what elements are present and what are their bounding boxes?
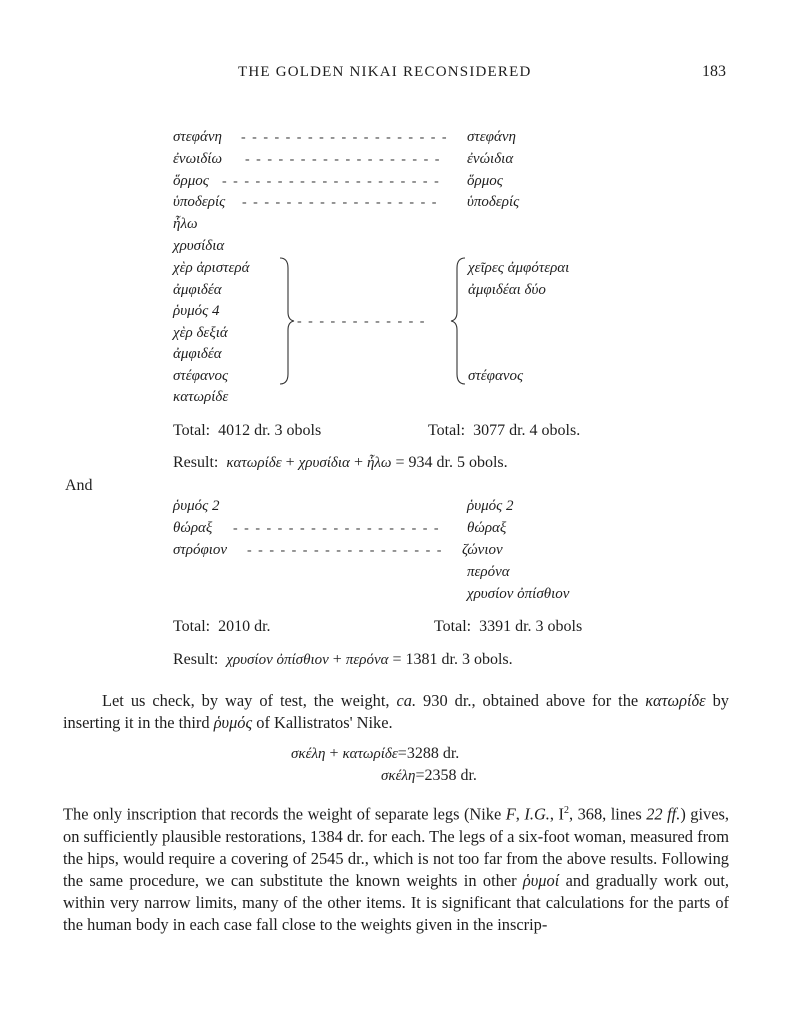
- t1-right-item: ἀμφιδέαι δύο: [468, 282, 546, 298]
- t1-right-item: στέφανος: [468, 368, 524, 384]
- t2-right-item: ζώνιον: [462, 542, 503, 558]
- t1-left-item: ῥυμός 4: [173, 303, 220, 319]
- dash-leader: - - - - - - - - - - - - - - - - - - -: [233, 521, 441, 536]
- t1-left-item: χὲρ δεξιά: [173, 325, 228, 341]
- t1-right-item: ἐνώιδια: [467, 151, 514, 167]
- greek-term: ῥυμοί: [522, 871, 560, 891]
- total-label: Total:: [173, 422, 211, 439]
- total-label: Total:: [428, 422, 466, 439]
- result-label: Result:: [173, 651, 219, 668]
- total-value: 2010 dr.: [218, 618, 271, 635]
- left-brace: [449, 256, 469, 386]
- t1-right-item: στεφάνη: [467, 129, 516, 145]
- total-value: 3077 dr. 4 obols.: [473, 422, 581, 439]
- t1-left-item: στεφάνη: [173, 129, 222, 145]
- page-number: 183: [702, 63, 726, 80]
- italic-run: F: [505, 804, 516, 824]
- dash-leader: - - - - - - - - - - - - - - - - - - - -: [222, 174, 441, 189]
- equals-sign: =: [392, 651, 402, 668]
- result-term: χρυσίον ὀπίσθιον: [226, 652, 329, 668]
- t1-left-item: χὲρ ἀριστερά: [173, 260, 250, 276]
- text-run: ) gives, on sufficiently plausible restorations, 1384 dr. for each. The legs of a six-foot woman, measured from the hips, would require a covering of 2545 dr., which is not too far from the above results. Following the same procedure, we can substitute the known weights in other: [63, 804, 729, 891]
- t1-result: [173, 454, 508, 472]
- result-term: χρυσίδια: [298, 455, 350, 471]
- paragraph-check: [63, 690, 729, 734]
- equation-2: [381, 767, 477, 785]
- equals-sign: =: [395, 454, 405, 471]
- italic-run: 22 ff.: [646, 804, 681, 824]
- italic-run: ca.: [396, 691, 417, 710]
- plus-sign: +: [353, 454, 363, 471]
- total-label: Total:: [173, 618, 211, 635]
- text-run: The only inscription that records the weight of separate legs (Nike: [63, 804, 506, 824]
- dash-leader: - - - - - - - - - - - - - - - - - - -: [241, 130, 449, 145]
- equation-value: 3288 dr.: [406, 745, 460, 762]
- result-label: Result:: [173, 454, 219, 471]
- t2-right-item: θώραξ: [467, 520, 507, 536]
- italic-run: I.G.: [524, 804, 550, 824]
- t1-left-item: ἀμφιδέα: [173, 346, 222, 362]
- dash-leader: - - - - - - - - - - - - - - - - - -: [247, 543, 443, 558]
- t1-total-right: [428, 422, 580, 440]
- t1-left-item: ἐνωιδίω: [173, 151, 223, 167]
- equation-1: [291, 745, 459, 763]
- text-run: 930 dr., obtained above for the: [416, 691, 646, 710]
- paragraph-inscription: [63, 800, 729, 937]
- t1-right-item: χεῖρες ἀμφότεραι: [468, 260, 570, 276]
- text-run: of Kallistratos' Nike.: [252, 713, 393, 733]
- equation-term: σκέλη: [381, 768, 416, 784]
- t1-left-item: κατωρίδε: [173, 389, 229, 405]
- t2-right-item: ῥυμός 2: [467, 498, 514, 514]
- t2-right-item: περόνα: [467, 564, 510, 580]
- t1-left-item: χρυσίδια: [173, 238, 225, 254]
- t2-total-left: [173, 618, 271, 636]
- total-value: 3391 dr. 3 obols: [479, 618, 583, 635]
- t1-right-item: ὅρμος: [467, 173, 503, 189]
- plus-sign: +: [329, 745, 339, 762]
- result-term: ἧλω: [366, 455, 392, 471]
- t1-left-item: ὅρμος: [173, 173, 209, 189]
- connector-word: And: [65, 477, 93, 494]
- equation-value: 2358 dr.: [424, 767, 477, 784]
- t1-left-item: ὑποδερίς: [173, 194, 226, 210]
- t1-left-item: ἧλω: [173, 216, 198, 232]
- result-value: 1381 dr. 3 obols.: [405, 651, 513, 668]
- greek-term: ῥυμός: [213, 713, 253, 733]
- t2-total-right: [434, 618, 582, 636]
- text-run: and gradually work out, within very narrow limits, many of the other items. It is significant that calculations for the parts of the human body in each case fall close to the weights given in the inscrip-: [63, 871, 729, 935]
- result-term: περόνα: [345, 652, 389, 668]
- dash-leader: - - - - - - - - - - - -: [297, 314, 426, 329]
- greek-term: κατωρίδε: [645, 691, 706, 710]
- t2-left-item: θώραξ: [173, 520, 213, 536]
- text-run: ,: [515, 804, 525, 824]
- text-run: , 368, lines: [568, 804, 647, 824]
- superscript: 2: [563, 805, 569, 816]
- equals-sign: =: [415, 767, 425, 784]
- text-run: Let us check, by way of test, the weight,: [102, 691, 397, 710]
- total-value: 4012 dr. 3 obols: [218, 422, 322, 439]
- plus-sign: +: [332, 651, 342, 668]
- t1-right-item: ὑποδερίς: [467, 194, 520, 210]
- dash-leader: - - - - - - - - - - - - - - - - - -: [245, 152, 441, 167]
- running-title: THE GOLDEN NIKAI RECONSIDERED: [238, 64, 532, 80]
- plus-sign: +: [285, 454, 295, 471]
- equation-term: κατωρίδε: [342, 746, 398, 762]
- result-term: κατωρίδε: [226, 455, 282, 471]
- result-value: 934 dr. 5 obols.: [408, 454, 508, 471]
- t1-left-item: στέφανος: [173, 368, 229, 384]
- total-label: Total:: [434, 618, 472, 635]
- text-run: by inserting it in the third: [63, 691, 729, 733]
- dash-leader: - - - - - - - - - - - - - - - - - -: [242, 195, 438, 210]
- right-brace: [276, 256, 296, 386]
- t1-total-left: [173, 422, 321, 440]
- t2-result: [173, 651, 513, 669]
- t2-left-item: στρόφιον: [173, 542, 228, 558]
- equation-term: σκέλη: [291, 746, 326, 762]
- t2-left-item: ῥυμός 2: [173, 498, 220, 514]
- t2-right-item: χρυσίον ὀπίσθιον: [467, 586, 570, 602]
- text-run: , I: [549, 804, 564, 824]
- equals-sign: =: [397, 745, 407, 762]
- t1-left-item: ἀμφιδέα: [173, 282, 222, 298]
